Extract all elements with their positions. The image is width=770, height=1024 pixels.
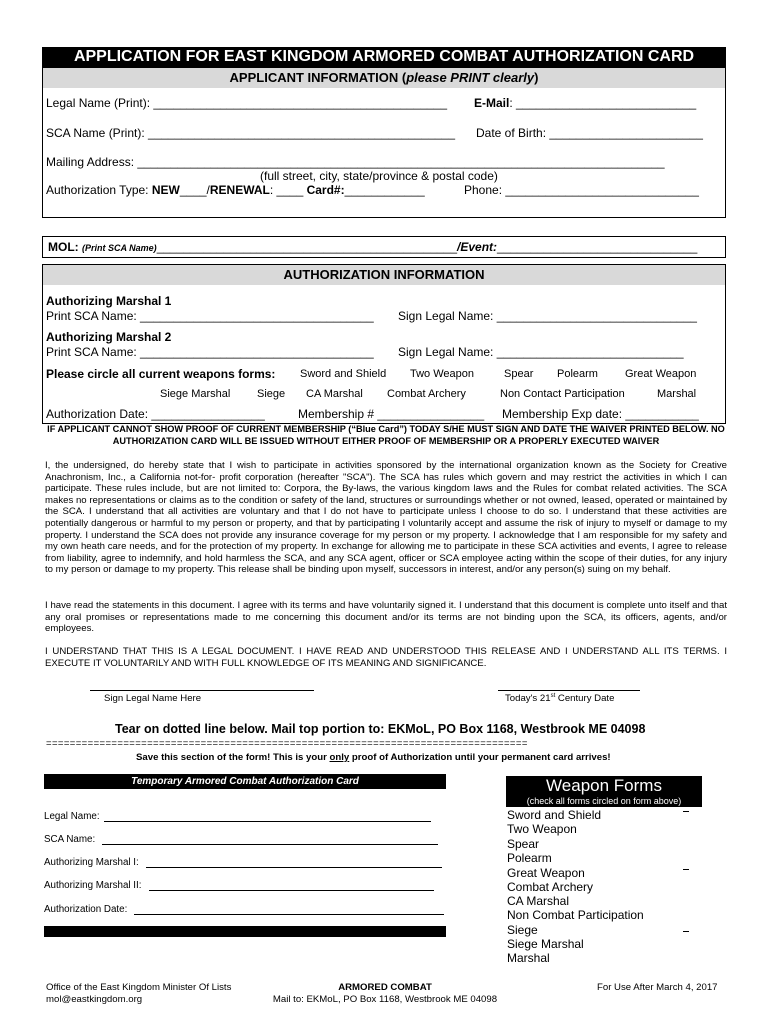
waiver-paragraph-2: I have read the statements in this document. I agree with its terms and have voluntarily signed it. I understand that this document is complete unto itself and that any oral promises or representations made to me concerning this document and/or its terms are not binding upon the SCA, its officers, agents, and/or employees. [45,600,727,635]
tear-instructions: Tear on dotted line below. Mail top portion to: EKMoL, PO Box 1168, Westbrook ME 04098 [115,722,646,736]
waiver-paragraph-1: I, the undersigned, do hereby state that I wish to participate in activities sponsored by the international organization known as the Society for Creative Anachronism, Inc., a California not-for- profit corporation (hereafter "SCA"). The SCA has rules which govern and may restrict the activities in which I can participate. These rules include, but are not limited to: Corpora, the By-laws, the various kingdom laws and the Rules for combat related activities. The SCA makes no representations or claims as to the condition or safety of the land, structures or surroundings whether or not owned, leased, operated or maintained by the SCA. I understand that all activities are voluntary and that I do not have to participate unless I choose to do so. I understand that these activities are potentially dangerous or harmful to my person or property, and that by participating I voluntarily accept and assume the risk of injury to myself or damage to my property. I understand the SCA does not provide any insurance coverage for my person or my property. I acknowledge that I am responsible for my safety and my own heath care needs, and for the protection of my property. In exchange for allowing me to participate in these SCA activities and events, I agree to release from liability, agree to indemnify, and hold harmless the SCA, and any SCA agent, officer or SCA employee acting within the scope of their duties, for any injury to my person or damage to my property. This release shall be binding upon myself, successors in interest, and/or any person(s) suing on my behalf. [45,460,727,576]
footer-left: Office of the East Kingdom Minister Of Lists mol@eastkingdom.org [46,982,232,1005]
form-title: APPLICATION FOR EAST KINGDOM ARMORED COMBAT AUTHORIZATION CARD [42,47,726,67]
mol-field[interactable]: MOL: (Print SCA Name)_____________________________________________/Event:______________________________ [48,240,698,254]
marshal2-title: Authorizing Marshal 2 [46,330,172,344]
weapon-form-combat-archery[interactable]: Combat Archery [387,388,466,400]
legal-name-field[interactable]: Legal Name (Print): ____________________________________________ [46,96,448,110]
footer-center: ARMORED COMBAT Mail to: EKMoL, PO Box 1168, Westbrook ME 04098 [272,982,498,1005]
marshal1-sign-field[interactable]: Sign Legal Name: ______________________________ [398,309,697,323]
sign-legal-name-line[interactable] [90,690,314,691]
checkbox-mark[interactable] [683,811,689,812]
weapon-form-item[interactable]: Non Combat Participation [507,908,644,922]
weapon-forms-title: Weapon Forms [506,776,702,796]
weapon-form-polearm[interactable]: Polearm [557,368,598,380]
weapon-form-item[interactable]: Spear [507,837,540,851]
weapon-forms-subtitle: (check all forms circled on form above) [506,796,702,807]
temp-card-auth-date-line[interactable] [134,914,444,915]
marshal1-print-field[interactable]: Print SCA Name: ___________________________________ [46,309,374,323]
weapon-form-item[interactable]: Great Weapon [507,866,585,880]
dob-field[interactable]: Date of Birth: _______________________ [476,126,703,140]
applicant-info-header: APPLICANT INFORMATION (please PRINT clearly) [43,68,725,88]
circle-weapons-label: Please circle all current weapons forms: [46,367,276,381]
weapon-form-sword-shield[interactable]: Sword and Shield [300,368,387,380]
checkbox-mark[interactable] [683,869,689,870]
today-date-line[interactable] [498,690,640,691]
footer-right: For Use After March 4, 2017 [597,982,718,993]
mailing-address-note: (full street, city, state/province & postal code) [260,169,498,183]
weapon-form-marshal[interactable]: Marshal [657,388,697,400]
weapon-form-siege-marshal[interactable]: Siege Marshal [160,388,231,400]
temp-card-auth-date-label: Authorization Date: [44,904,128,915]
weapon-form-two-weapon[interactable]: Two Weapon [410,368,475,380]
tear-dotted-line: ================================================================================= [46,738,528,749]
weapon-form-item[interactable]: Siege [507,923,538,937]
waiver-paragraph-3: I UNDERSTAND THAT THIS IS A LEGAL DOCUMENT. I HAVE READ AND UNDERSTOOD THIS RELEASE AND I UNDERSTAND ALL ITS TERMS. I EXECUTE IT VOLUNTARILY AND WITH FULL KNOWLEDGE OF ITS MEANING AND SIGNIFICANCE. [45,646,727,669]
weapon-form-item[interactable]: Sword and Shield [507,808,602,822]
phone-field[interactable]: Phone: _____________________________ [464,183,699,197]
weapon-form-great-weapon[interactable]: Great Weapon [625,368,697,380]
membership-exp-field[interactable]: Membership Exp date: ___________ [502,407,699,421]
save-section-note: Save this section of the form! This is your only proof of Authorization until your permanent card arrives! [136,752,611,763]
authorization-info-header: AUTHORIZATION INFORMATION [43,265,725,285]
today-date-label: Today's 21st Century Date [505,693,615,705]
temp-card-legal-name-label: Legal Name: [44,811,100,822]
temp-card-marshal1-label: Authorizing Marshal I: [44,857,139,868]
temp-card-marshal2-line[interactable] [149,890,434,891]
mailing-address-field[interactable]: Mailing Address: _______________________________________________________________________________ [46,155,665,169]
marshal1-title: Authorizing Marshal 1 [46,294,172,308]
weapon-form-non-contact[interactable]: Non Contact Participation [500,388,625,400]
authorization-info-box [42,264,726,424]
temp-card-bottom-bar [44,926,446,937]
authorization-type-field[interactable]: Authorization Type: NEW____/RENEWAL: ____ Card#:____________ [46,183,425,197]
weapon-form-item[interactable]: CA Marshal [507,894,570,908]
temp-card-sca-name-label: SCA Name: [44,834,96,845]
membership-warning: IF APPLICANT CANNOT SHOW PROOF OF CURRENT MEMBERSHIP (“Blue Card”) TODAY S/HE MUST SIGN AND DATE THE WAIVER PRINTED BELOW. NO AUTHORIZATION CARD WILL BE ISSUED WITHOUT EITHER PROOF OF MEMBERSHIP OR A PROPERLY EXECUTED WAIVER [47,424,725,446]
weapon-form-item[interactable]: Polearm [507,851,552,865]
temp-card-legal-name-line[interactable] [104,821,431,822]
weapon-form-ca-marshal[interactable]: CA Marshal [306,388,363,400]
authorization-date-field[interactable]: Authorization Date: _________________ [46,407,265,421]
weapon-form-item[interactable]: Siege Marshal [507,937,584,951]
weapon-form-item[interactable]: Combat Archery [507,880,594,894]
email-field[interactable]: E-Mail: ___________________________ [474,96,697,110]
temp-card-sca-name-line[interactable] [102,844,438,845]
weapon-form-item[interactable]: Two Weapon [507,822,577,836]
marshal2-sign-field[interactable]: Sign Legal Name: ____________________________ [398,345,684,359]
weapon-form-spear[interactable]: Spear [504,368,534,380]
weapon-form-item[interactable]: Marshal [507,951,550,965]
sign-legal-name-label: Sign Legal Name Here [104,693,202,704]
temp-card-marshal2-label: Authorizing Marshal II: [44,880,142,891]
weapon-form-siege[interactable]: Siege [257,388,286,400]
sca-name-field[interactable]: SCA Name (Print): ______________________________________________ [46,126,456,140]
checkbox-mark[interactable] [683,931,689,932]
membership-number-field[interactable]: Membership # ________________ [298,407,485,421]
marshal2-print-field[interactable]: Print SCA Name: ___________________________________ [46,345,374,359]
temp-card-title: Temporary Armored Combat Authorization Card [44,774,446,789]
temp-card-marshal1-line[interactable] [146,867,442,868]
